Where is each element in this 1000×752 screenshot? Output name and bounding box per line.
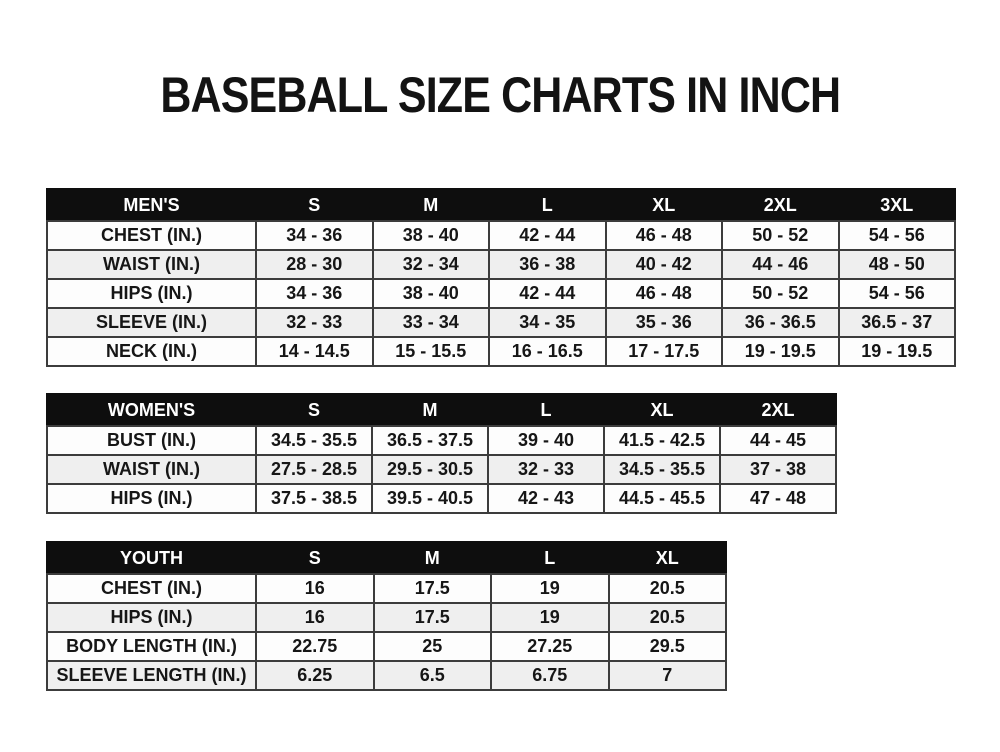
size-cell: 46 - 48 (606, 279, 723, 308)
size-cell: 34 - 36 (256, 221, 373, 250)
youth-size-table (46, 541, 727, 691)
size-cell: 29.5 - 30.5 (372, 455, 488, 484)
mens-row-chest (47, 221, 955, 250)
size-cell: 20.5 (609, 574, 727, 603)
womens-header-row (47, 394, 836, 426)
size-column-header: M (373, 189, 490, 221)
mens-header-row (47, 189, 955, 221)
size-cell: 47 - 48 (720, 484, 836, 513)
size-cell: 42 - 44 (489, 279, 606, 308)
size-cell: 27.25 (491, 632, 609, 661)
youth-table-title: YOUTH (47, 542, 256, 574)
size-cell: 40 - 42 (606, 250, 723, 279)
row-label: SLEEVE (IN.) (47, 308, 256, 337)
mens-row-hips (47, 279, 955, 308)
youth-row-hips (47, 603, 726, 632)
youth-row-sleeve-length (47, 661, 726, 690)
mens-row-neck (47, 337, 955, 366)
size-cell: 19 - 19.5 (839, 337, 956, 366)
size-cell: 46 - 48 (606, 221, 723, 250)
mens-row-waist (47, 250, 955, 279)
size-cell: 34 - 35 (489, 308, 606, 337)
size-cell: 50 - 52 (722, 279, 839, 308)
size-column-header: M (374, 542, 492, 574)
size-column-header: XL (609, 542, 727, 574)
size-cell: 48 - 50 (839, 250, 956, 279)
row-label: HIPS (IN.) (47, 603, 256, 632)
size-cell: 36.5 - 37 (839, 308, 956, 337)
size-cell: 32 - 33 (488, 455, 604, 484)
youth-header-row (47, 542, 726, 574)
page-title-text: BASEBALL SIZE CHARTS IN INCH (160, 67, 840, 123)
row-label: WAIST (IN.) (47, 455, 256, 484)
size-cell: 28 - 30 (256, 250, 373, 279)
size-cell: 35 - 36 (606, 308, 723, 337)
row-label: CHEST (IN.) (47, 221, 256, 250)
womens-row-hips (47, 484, 836, 513)
size-cell: 16 (256, 603, 374, 632)
size-cell: 34 - 36 (256, 279, 373, 308)
size-column-header: L (491, 542, 609, 574)
size-cell: 17 - 17.5 (606, 337, 723, 366)
youth-row-chest (47, 574, 726, 603)
size-cell: 37.5 - 38.5 (256, 484, 372, 513)
size-cell: 27.5 - 28.5 (256, 455, 372, 484)
row-label: SLEEVE LENGTH (IN.) (47, 661, 256, 690)
size-cell: 36 - 36.5 (722, 308, 839, 337)
row-label: HIPS (IN.) (47, 484, 256, 513)
size-cell: 6.75 (491, 661, 609, 690)
row-label: NECK (IN.) (47, 337, 256, 366)
size-column-header: M (372, 394, 488, 426)
size-column-header: S (256, 189, 373, 221)
size-cell: 6.5 (374, 661, 492, 690)
size-column-header: XL (606, 189, 723, 221)
size-cell: 6.25 (256, 661, 374, 690)
size-column-header: 2XL (720, 394, 836, 426)
size-cell: 25 (374, 632, 492, 661)
size-cell: 50 - 52 (722, 221, 839, 250)
size-cell: 14 - 14.5 (256, 337, 373, 366)
size-cell: 19 (491, 603, 609, 632)
size-cell: 15 - 15.5 (373, 337, 490, 366)
size-cell: 37 - 38 (720, 455, 836, 484)
size-cell: 39.5 - 40.5 (372, 484, 488, 513)
size-cell: 38 - 40 (373, 221, 490, 250)
size-cell: 32 - 34 (373, 250, 490, 279)
size-cell: 42 - 44 (489, 221, 606, 250)
size-cell: 36 - 38 (489, 250, 606, 279)
size-cell: 41.5 - 42.5 (604, 426, 720, 455)
size-cell: 22.75 (256, 632, 374, 661)
page (0, 67, 1000, 752)
size-cell: 36.5 - 37.5 (372, 426, 488, 455)
size-column-header: L (488, 394, 604, 426)
size-column-header: S (256, 542, 374, 574)
size-cell: 44.5 - 45.5 (604, 484, 720, 513)
size-cell: 20.5 (609, 603, 727, 632)
size-column-header: L (489, 189, 606, 221)
size-cell: 32 - 33 (256, 308, 373, 337)
size-cell: 16 - 16.5 (489, 337, 606, 366)
mens-table-title: MEN'S (47, 189, 256, 221)
size-cell: 17.5 (374, 603, 492, 632)
size-cell: 19 (491, 574, 609, 603)
size-cell: 42 - 43 (488, 484, 604, 513)
womens-size-table (46, 393, 837, 514)
size-cell: 19 - 19.5 (722, 337, 839, 366)
mens-size-table (46, 188, 956, 367)
size-cell: 17.5 (374, 574, 492, 603)
row-label: HIPS (IN.) (47, 279, 256, 308)
mens-row-sleeve (47, 308, 955, 337)
size-column-header: 3XL (839, 189, 956, 221)
page-title (0, 67, 1000, 123)
size-cell: 39 - 40 (488, 426, 604, 455)
size-cell: 34.5 - 35.5 (256, 426, 372, 455)
size-cell: 44 - 45 (720, 426, 836, 455)
size-cell: 29.5 (609, 632, 727, 661)
size-cell: 34.5 - 35.5 (604, 455, 720, 484)
size-cell: 54 - 56 (839, 279, 956, 308)
womens-row-waist (47, 455, 836, 484)
size-cell: 16 (256, 574, 374, 603)
row-label: CHEST (IN.) (47, 574, 256, 603)
womens-row-bust (47, 426, 836, 455)
size-cell: 44 - 46 (722, 250, 839, 279)
size-cell: 54 - 56 (839, 221, 956, 250)
row-label: BUST (IN.) (47, 426, 256, 455)
size-cell: 7 (609, 661, 727, 690)
size-cell: 33 - 34 (373, 308, 490, 337)
size-column-header: 2XL (722, 189, 839, 221)
size-cell: 38 - 40 (373, 279, 490, 308)
size-column-header: S (256, 394, 372, 426)
row-label: BODY LENGTH (IN.) (47, 632, 256, 661)
size-column-header: XL (604, 394, 720, 426)
womens-table-title: WOMEN'S (47, 394, 256, 426)
row-label: WAIST (IN.) (47, 250, 256, 279)
youth-row-body-length (47, 632, 726, 661)
